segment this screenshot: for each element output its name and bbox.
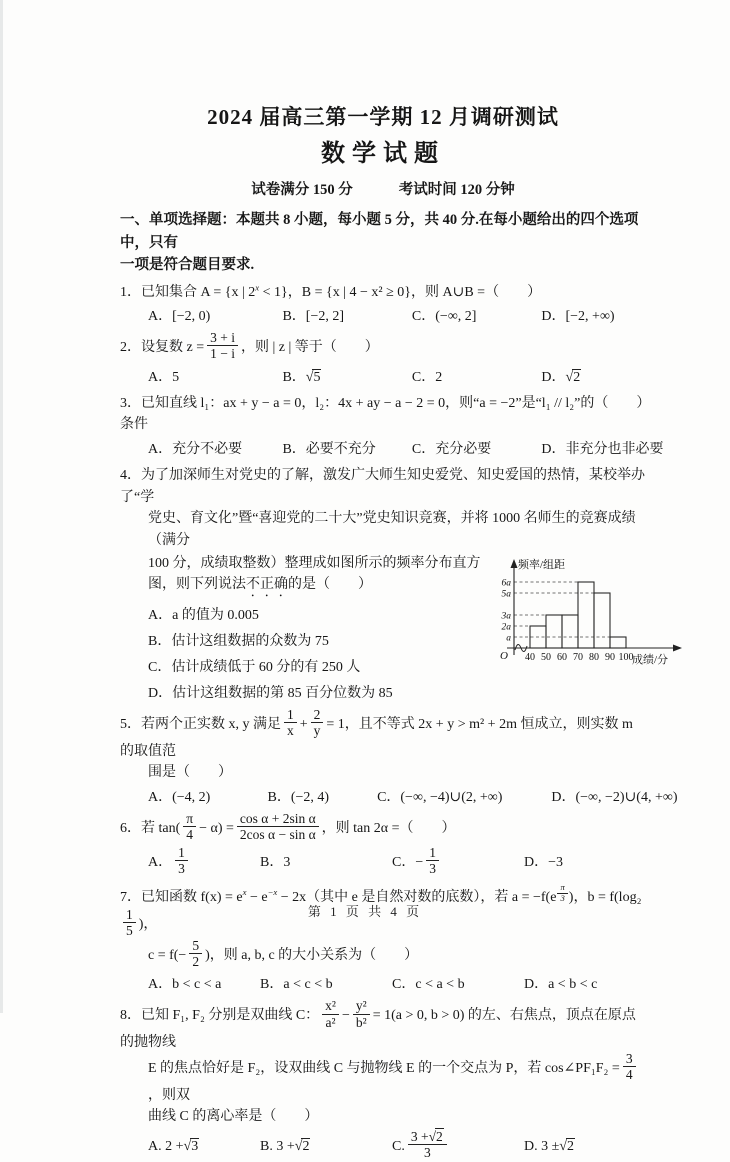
- q8-frac1-numerator: x²: [322, 998, 339, 1014]
- svg-text:80: 80: [589, 651, 599, 663]
- q7-options: [120, 974, 646, 995]
- q2-option-b-label: B．: [282, 369, 306, 385]
- q7-exp-numerator: π: [557, 883, 567, 894]
- q8-option-c-numerator: [408, 1129, 447, 1145]
- q2-option-d-sqrt: [566, 367, 582, 388]
- q1-stem-text-1: 1．已知集合 A = {x | 2: [120, 284, 256, 300]
- q8-option-c-num-text: 3 +: [410, 1128, 429, 1144]
- q5-fraction-1: [284, 707, 297, 738]
- q6-option-c-denominator: 3: [429, 861, 437, 877]
- svg-text:100: 100: [618, 651, 634, 663]
- frequency-histogram: [484, 555, 692, 681]
- svg-text:2a: 2a: [501, 622, 511, 633]
- q8-option-c-denominator: 3: [423, 1145, 431, 1160]
- q7-option-c: C．c < a < b: [392, 977, 465, 993]
- q4-stem-line3: 100 分，成绩取整数）整理成如图所示的频率分布直方: [148, 555, 481, 571]
- q7-stem-text-6: c = f(−: [148, 948, 187, 963]
- q8-option-a-label: A. 2 +: [148, 1139, 184, 1154]
- q7-superscript-x: x: [242, 887, 247, 898]
- q3-option-b: B．必要不充分: [282, 441, 376, 457]
- q8-option-b-sqrt: [295, 1136, 311, 1157]
- q5-frac2-numerator: 2: [311, 707, 324, 723]
- q8-frac2-numerator: y²: [353, 998, 370, 1014]
- q8-options: [120, 1128, 646, 1162]
- q8-fraction-3: [623, 1051, 636, 1082]
- q1-option-a: A．[−2, 0): [148, 309, 211, 325]
- question-4: [120, 465, 669, 704]
- svg-text:O: O: [500, 649, 508, 662]
- subject-title: 数学试题: [321, 140, 445, 167]
- q4-stem-line4: [120, 574, 482, 600]
- q8-option-c: [392, 1128, 524, 1162]
- q8-option-c-fraction: [408, 1129, 447, 1160]
- q3-option-c: C．充分必要: [411, 441, 492, 457]
- q7-stem-text-7: )，则 a, b, c 的大小关系为（ ）: [205, 948, 419, 963]
- q2-options: [120, 367, 646, 388]
- q5-frac1-numerator: 1: [284, 707, 297, 723]
- sqrt-radical-icon: √: [559, 1139, 567, 1154]
- q3-option-d: D．非充分也非必要: [541, 441, 664, 457]
- q2-option-c: C．2: [411, 369, 443, 385]
- question-5: [120, 707, 678, 808]
- q6-option-c-numerator: 1: [426, 845, 439, 861]
- question-1: [120, 282, 646, 328]
- q7-frac3-denominator: 2: [192, 954, 200, 970]
- q5-stem-text-1: 5．若两个正实数 x, y 满足: [120, 717, 281, 733]
- svg-text:5a: 5a: [501, 589, 511, 600]
- q7-stem-line2: [120, 940, 646, 971]
- svg-text:频率/组距: 频率/组距: [518, 558, 566, 571]
- q7-exp-denominator: 3: [560, 893, 565, 904]
- question-8: [120, 1000, 646, 1162]
- q8-fraction-2: [353, 998, 370, 1029]
- q2-option-b-sqrt-value: 5: [313, 369, 321, 385]
- q4-emphasized-text: 不正确: [246, 577, 288, 593]
- q2-option-d: [541, 367, 646, 388]
- q8-frac3-numerator: 3: [623, 1051, 636, 1067]
- q4-option-d: D．估计这组数据的第 85 百分位数为 85: [148, 686, 393, 702]
- q2-frac-denominator: 1 − i: [210, 346, 235, 362]
- q1-stem-text-2: < 1}，B = {x | 4 − x² ≥ 0}，则 A∪B =（ ）: [259, 284, 542, 300]
- q2-stem: [120, 332, 646, 363]
- q4-text-column: [120, 553, 482, 705]
- q7-frac2-denominator: 5: [126, 923, 133, 939]
- q8-option-d-sqrt-value: 2: [566, 1139, 574, 1154]
- q7-stem-text-4: )，b = f(log₂: [568, 890, 642, 906]
- q5-option-d: D．(−∞, −2)∪(4, +∞): [551, 789, 678, 805]
- svg-text:a: a: [506, 633, 511, 644]
- q7-option-a: A．b < c < a: [148, 977, 222, 993]
- q5-option-c: C．(−∞, −4)∪(2, +∞): [377, 789, 503, 805]
- sqrt-radical-icon: √: [183, 1139, 192, 1154]
- section-heading-line2: 一项是符合题目要求.: [120, 257, 255, 274]
- q6-stem-text-2: − α) =: [199, 820, 234, 836]
- sqrt-radical-icon: √: [294, 1139, 303, 1154]
- svg-text:50: 50: [541, 651, 551, 663]
- q6-option-c-sign: −: [415, 855, 424, 871]
- svg-text:成绩/分: 成绩/分: [632, 653, 669, 666]
- q8-stem-line2: [120, 1053, 646, 1106]
- q1-option-b: B．[−2, 2]: [282, 309, 345, 325]
- q4-body: [120, 553, 669, 705]
- q6-option-a-fraction: [175, 845, 188, 876]
- q6-option-a-label: A．: [148, 855, 173, 871]
- svg-text:40: 40: [525, 651, 535, 663]
- q8-option-c-sqrt: [429, 1129, 444, 1144]
- q5-plus-sign: +: [299, 717, 308, 733]
- q6-option-c: [392, 847, 524, 878]
- page-footer: 第 1 页 共 4 页: [307, 903, 423, 919]
- q7-superscript-negx: −x: [267, 887, 278, 898]
- q7-fraction-3: [189, 938, 202, 969]
- q5-option-a: A．(−4, 2): [148, 789, 211, 805]
- meta-duration: 考试时间 120 分钟: [398, 181, 515, 198]
- q2-stem-text-2: ，则 | z | 等于（ ）: [240, 340, 379, 356]
- q4-stem-text: 图，则下列说法: [148, 577, 246, 593]
- q5-stem-line2: 围是（ ）: [148, 765, 232, 781]
- q1-stem: [120, 282, 646, 304]
- q6-frac2-denominator: 2cos α − sin α: [239, 827, 316, 843]
- q7-stem-text-5: )，: [138, 916, 158, 932]
- q8-option-b: [260, 1136, 392, 1157]
- q4-options: [120, 605, 482, 704]
- q3-stem: 3．已知直线 l₁：ax + y − a = 0，l₂：4x + ay − a − 2 = 0，则“a = −2”是“l₁ // l₂”的（ ）条件: [120, 395, 644, 433]
- q6-frac2-numerator: cos α + 2sin α: [237, 811, 319, 827]
- exam-meta: [120, 180, 646, 202]
- q8-frac3-denominator: 4: [625, 1067, 633, 1083]
- q5-option-b: B．(−2, 4): [267, 789, 330, 805]
- svg-text:90: 90: [605, 651, 615, 663]
- question-2: [120, 332, 646, 387]
- sqrt-radical-icon: √: [565, 369, 574, 385]
- q5-options: [120, 787, 678, 808]
- svg-text:60: 60: [557, 651, 567, 663]
- question-3: [120, 393, 664, 460]
- svg-text:3a: 3a: [501, 611, 511, 622]
- q7-stem-text-1: 7．已知函数 f(x) = e: [120, 890, 243, 906]
- sqrt-radical-icon: √: [428, 1128, 437, 1144]
- q8-option-d: [524, 1136, 646, 1157]
- q8-option-a-sqrt-value: 3: [191, 1139, 199, 1154]
- q8-stem-text-2: = 1(a > 0, b > 0) 的左、右焦点，顶点在原点的抛物线: [120, 1008, 636, 1050]
- q3-options: [120, 439, 664, 460]
- q8-stem-text-1: 8．已知 F₁, F₂ 分别是双曲线 C：: [120, 1008, 320, 1024]
- q4-stem-text-end: 的是（ ）: [288, 577, 372, 593]
- q4-stem-line1: 4．为了加深师生对党史的了解，激发广大师生知史爱党、知史爱国的热情，某校举办了“学: [120, 467, 645, 505]
- svg-text:70: 70: [573, 651, 583, 663]
- question-7: [120, 883, 646, 995]
- q6-frac1-denominator: 4: [186, 827, 194, 843]
- q8-option-b-label: B. 3 +: [260, 1139, 295, 1154]
- q2-option-d-label: D．: [541, 369, 566, 385]
- q2-fraction: [207, 330, 238, 361]
- q7-stem-text-3: − 2x（其中 e 是自然对数的底数），若 a = −f(e: [277, 890, 557, 906]
- q2-option-b-sqrt: [306, 367, 322, 388]
- q6-option-c-label: C．: [392, 855, 416, 871]
- q2-option-d-sqrt-value: 2: [573, 369, 581, 385]
- q7-frac2-numerator: 1: [123, 907, 136, 923]
- q2-frac-numerator: 3 + i: [207, 330, 238, 346]
- q8-stem-line3: 曲线 C 的离心率是（ ）: [148, 1109, 319, 1125]
- q8-option-a-sqrt: [184, 1136, 200, 1157]
- q6-frac1-numerator: π: [183, 811, 196, 827]
- q8-option-a: [148, 1136, 260, 1157]
- q6-option-c-fraction: [426, 845, 439, 876]
- q3-option-a: A．充分不必要: [148, 441, 243, 457]
- q2-option-b: [282, 367, 411, 388]
- q7-option-d: D．a < b < c: [523, 977, 598, 993]
- svg-text:6a: 6a: [501, 578, 511, 589]
- q6-option-a: [148, 847, 260, 878]
- q8-stem-text-4: ，则双: [148, 1087, 190, 1103]
- q7-stem-text-2: − e: [246, 890, 268, 906]
- q6-option-a-numerator: 1: [175, 845, 188, 861]
- q4-option-b: B．估计这组数据的众数为 75: [148, 634, 329, 650]
- q4-figure-column: [482, 553, 692, 705]
- q6-options: [120, 847, 646, 878]
- q7-option-b: B．a < c < b: [260, 977, 333, 993]
- sqrt-radical-icon: √: [305, 369, 314, 385]
- q5-fraction-2: [311, 707, 324, 738]
- q8-option-c-sqrt-value: 2: [436, 1128, 443, 1144]
- q1-option-d: D．[−2, +∞): [541, 309, 615, 325]
- q7-exponent-fraction: [556, 882, 568, 904]
- q4-option-a: A．a 的值为 0.005: [148, 608, 259, 624]
- question-6: [120, 810, 646, 878]
- q7-frac3-numerator: 5: [189, 938, 202, 954]
- q8-option-d-label: D. 3 ±: [523, 1139, 560, 1154]
- q1-option-c: C．(−∞, 2]: [411, 309, 477, 325]
- q8-option-c-label: C.: [392, 1138, 405, 1154]
- q1-options: [120, 306, 646, 327]
- q6-stem: [120, 810, 646, 844]
- q8-option-d-sqrt: [559, 1136, 575, 1157]
- q6-stem-text-3: ，则 tan 2α =（ ）: [321, 820, 456, 836]
- q8-fraction-1: [322, 998, 339, 1029]
- q8-frac1-denominator: a²: [325, 1014, 336, 1030]
- q6-stem-text-1: 6．若 tan(: [120, 820, 181, 836]
- q8-frac2-denominator: b²: [355, 1014, 367, 1030]
- meta-total-score: 试卷满分 150 分: [251, 181, 353, 198]
- page-title: 2024 届高三第一学期 12 月调研测试: [207, 105, 559, 129]
- q6-option-a-denominator: 3: [178, 861, 185, 877]
- q1-superscript-x: x: [255, 282, 260, 292]
- q6-fraction-2: [237, 811, 319, 842]
- q5-frac2-denominator: y: [313, 723, 321, 739]
- q6-option-b: B．3: [260, 855, 291, 871]
- section-heading: [120, 209, 646, 276]
- q5-stem-text-2: = 1，且不等式 2x + y > m² + 2m 恒成立，则实数 m 的取值范: [120, 717, 633, 759]
- q8-stem-line1: [120, 1000, 646, 1053]
- q5-stem: [120, 709, 646, 762]
- q6-option-d: D．−3: [523, 855, 563, 871]
- q5-frac1-denominator: x: [287, 723, 294, 739]
- q8-minus-sign: −: [341, 1008, 350, 1024]
- q2-stem-text-1: 2．设复数 z =: [120, 340, 205, 356]
- section-heading-line1: 一、单项选择题：本题共 8 小题，每小题 5 分，共 40 分.在每小题给出的四个选项中，只有: [120, 212, 639, 251]
- q2-option-a: A．5: [148, 369, 180, 385]
- q8-stem-text-3: E 的焦点恰好是 F₂，设双曲线 C 与抛物线 E 的一个交点为 P，若 cos∠PF₁F₂ =: [148, 1061, 620, 1077]
- q4-stem-line2: 党史、育文化”暨“喜迎党的二十大”党史知识竞赛，并将 1000 名师生的竞赛成绩（满分: [148, 511, 636, 548]
- q6-fraction-1: [183, 811, 196, 842]
- q8-option-b-sqrt-value: 2: [302, 1139, 310, 1154]
- q4-option-c: C．估计成绩低于 60 分的有 250 人: [148, 660, 361, 676]
